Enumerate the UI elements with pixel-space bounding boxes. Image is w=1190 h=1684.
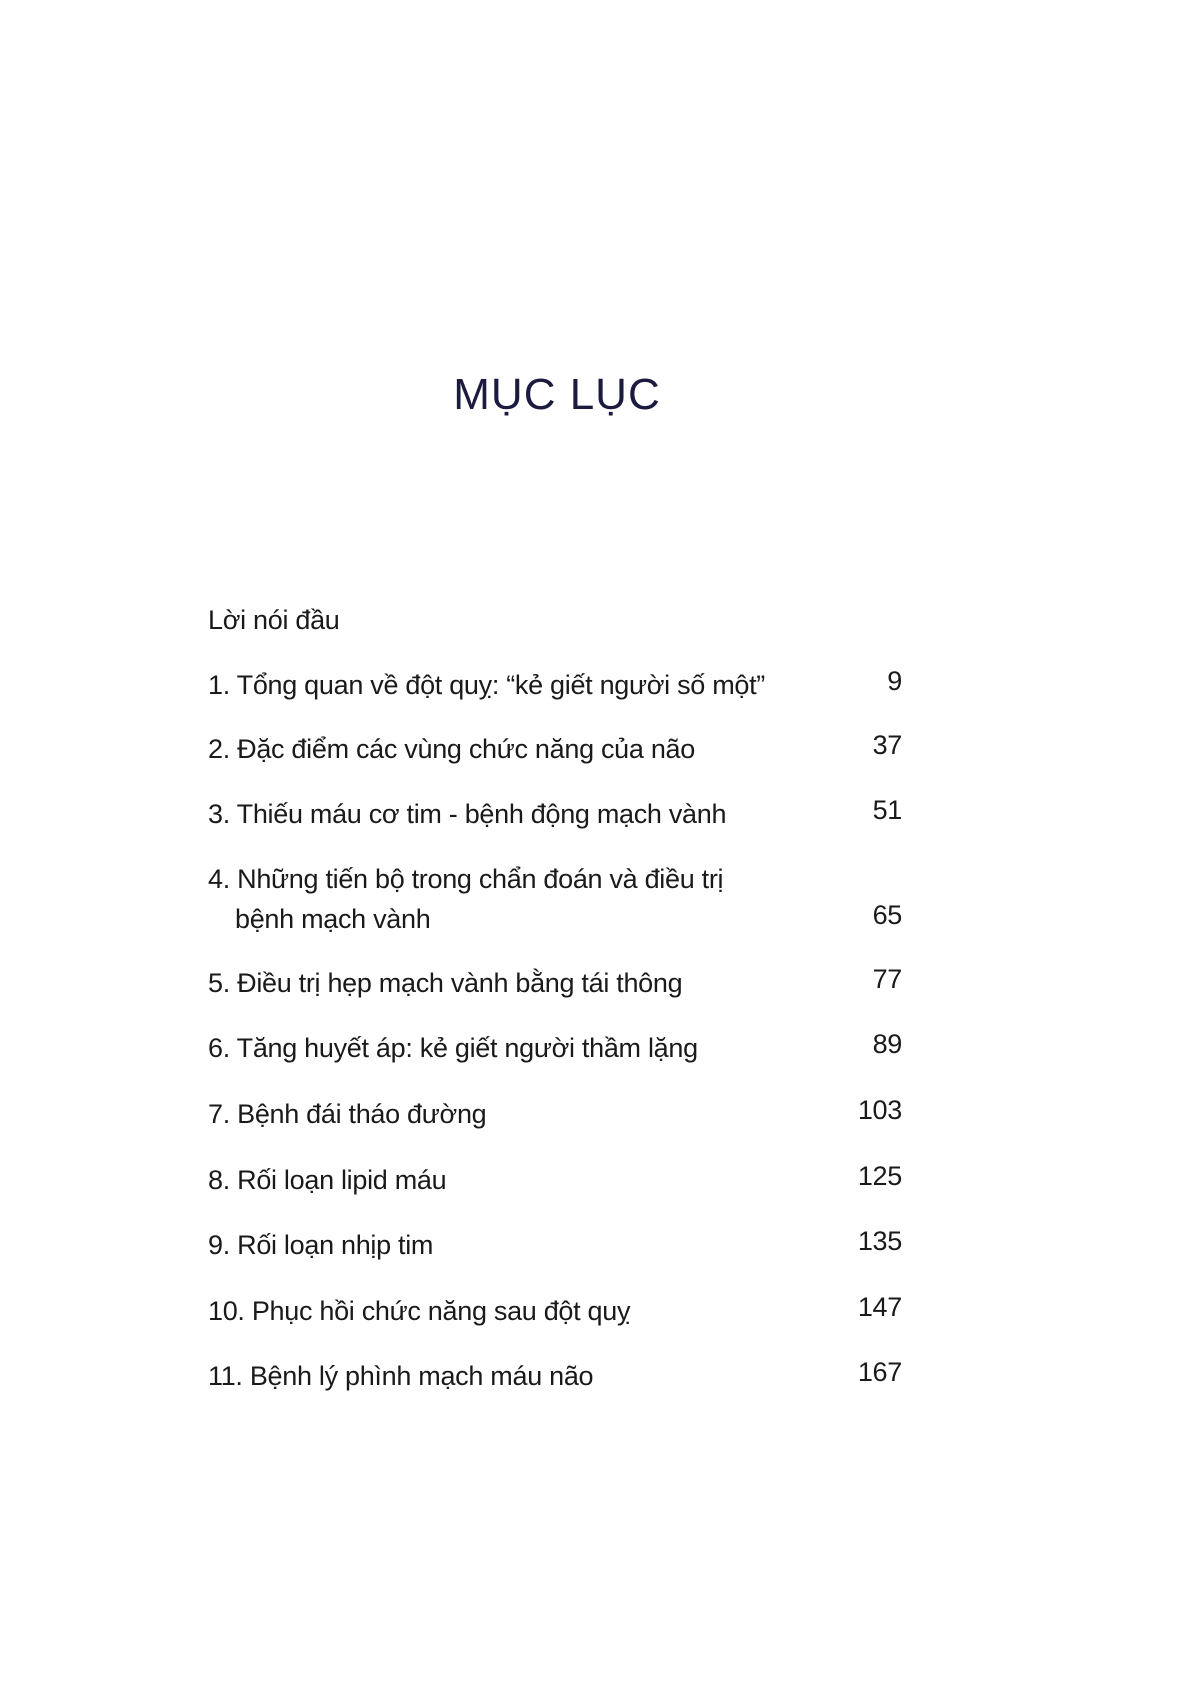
toc-entry-chapter-8[interactable] <box>208 1160 902 1200</box>
toc-page-number: 77 <box>872 964 902 994</box>
toc-page-number: 89 <box>872 1029 902 1059</box>
toc-entry-chapter-5[interactable] <box>208 963 902 1003</box>
toc-entry-label: 2. Đặc điểm các vùng chức năng của não <box>208 734 695 764</box>
toc-page-number: 135 <box>857 1226 902 1256</box>
toc-entry-label: 3. Thiếu máu cơ tim - bệnh động mạch vành <box>208 799 727 829</box>
toc-entry-label: 7. Bệnh đái tháo đường <box>208 1099 487 1129</box>
toc-entry-chapter-2[interactable] <box>208 729 902 769</box>
toc-entry-label-continued: bệnh mạch vành <box>235 904 431 934</box>
toc-entry-label: 10. Phục hồi chức năng sau đột quỵ <box>208 1296 631 1326</box>
toc-entry-chapter-10[interactable] <box>208 1291 902 1331</box>
toc-entry-chapter-4[interactable] <box>208 859 902 939</box>
toc-entry-label: 9. Rối loạn nhịp tim <box>208 1230 434 1260</box>
toc-page-number: 125 <box>857 1161 902 1191</box>
toc-entry-chapter-9[interactable] <box>208 1225 902 1265</box>
toc-page-number: 103 <box>857 1095 902 1125</box>
toc-page-number: 9 <box>887 666 902 696</box>
toc-page-number: 37 <box>872 730 902 760</box>
toc-entry-label: 1. Tổng quan về đột quỵ: “kẻ giết người số một” <box>208 670 766 700</box>
toc-entry-chapter-6[interactable] <box>208 1028 902 1068</box>
toc-entry-chapter-11[interactable] <box>208 1356 902 1396</box>
toc-entry-chapter-3[interactable] <box>208 794 902 834</box>
toc-entry-label: 11. Bệnh lý phình mạch máu não <box>208 1361 594 1391</box>
toc-entry-preface[interactable] <box>208 600 902 640</box>
toc-entry-chapter-1[interactable] <box>208 665 902 705</box>
toc-entry-label: 6. Tăng huyết áp: kẻ giết người thầm lặng <box>208 1033 698 1063</box>
toc-page-number: 65 <box>872 900 902 930</box>
toc-entry-label: Lời nói đầu <box>208 605 340 635</box>
toc-page-number: 167 <box>857 1357 902 1387</box>
page-title: MỤC LỤC <box>453 370 661 419</box>
toc-page-number: 147 <box>857 1292 902 1322</box>
toc-entry-label: 5. Điều trị hẹp mạch vành bằng tái thông <box>208 968 683 998</box>
toc-entry-label: 4. Những tiến bộ trong chẩn đoán và điều trị <box>208 864 724 894</box>
toc-entry-label: 8. Rối loạn lipid máu <box>208 1165 447 1195</box>
toc-page-number: 51 <box>872 795 902 825</box>
toc-entry-chapter-7[interactable] <box>208 1094 902 1134</box>
toc-entry-label-group <box>208 859 723 939</box>
